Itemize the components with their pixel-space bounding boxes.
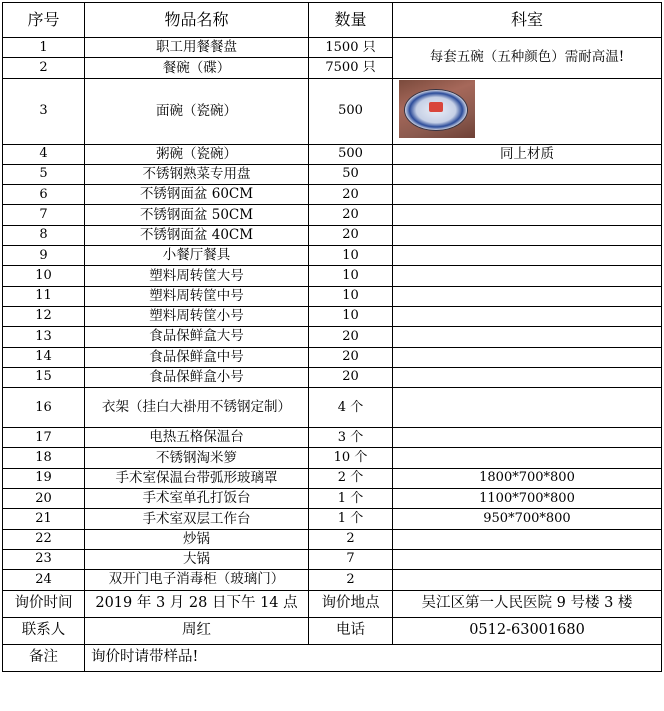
row-index: 16 xyxy=(3,388,85,428)
row-index: 15 xyxy=(3,367,85,387)
header-qty: 数量 xyxy=(309,3,393,38)
row-qty: 20 xyxy=(309,185,393,205)
row-dept xyxy=(393,388,662,428)
row-item: 手术室双层工作台 xyxy=(85,509,309,529)
row-qty: 10 个 xyxy=(309,448,393,468)
row-qty: 2 xyxy=(309,570,393,590)
row-item: 大锅 xyxy=(85,549,309,569)
row-dept xyxy=(393,367,662,387)
row-qty: 20 xyxy=(309,327,393,347)
inquiry-place-label: 询价地点 xyxy=(309,590,393,617)
table-row xyxy=(3,529,662,549)
row-item: 小餐厅餐具 xyxy=(85,246,309,266)
row-dept xyxy=(393,448,662,468)
row-item: 职工用餐餐盘 xyxy=(85,38,309,58)
row-item: 不锈钢淘米箩 xyxy=(85,448,309,468)
phone-value: 0512-63001680 xyxy=(393,617,662,644)
row-index: 11 xyxy=(3,286,85,306)
row-index: 5 xyxy=(3,164,85,184)
row-index: 7 xyxy=(3,205,85,225)
row-dept xyxy=(393,225,662,245)
row-index: 9 xyxy=(3,246,85,266)
row-item: 手术室单孔打饭台 xyxy=(85,489,309,509)
table-row xyxy=(3,388,662,428)
row-dept xyxy=(393,286,662,306)
row-item: 电热五格保温台 xyxy=(85,428,309,448)
row-item: 餐碗（碟） xyxy=(85,58,309,78)
row-item: 不锈钢面盆 40CM xyxy=(85,225,309,245)
table-row xyxy=(3,549,662,569)
table-row xyxy=(3,327,662,347)
table-row xyxy=(3,225,662,245)
row-qty: 20 xyxy=(309,367,393,387)
row-qty: 2 个 xyxy=(309,468,393,488)
table-row xyxy=(3,347,662,367)
footer-contact-row xyxy=(3,617,662,644)
table-row xyxy=(3,266,662,286)
row-item: 面碗（瓷碗） xyxy=(85,78,309,144)
footer-remark-row xyxy=(3,644,662,671)
row-item: 食品保鲜盒中号 xyxy=(85,347,309,367)
inquiry-table xyxy=(2,2,662,672)
row-qty: 1 个 xyxy=(309,489,393,509)
row-dept xyxy=(393,185,662,205)
table-row xyxy=(3,468,662,488)
table-row xyxy=(3,509,662,529)
contact-label: 联系人 xyxy=(3,617,85,644)
row-qty: 4 个 xyxy=(309,388,393,428)
row-dept xyxy=(393,428,662,448)
inquiry-place-value: 吴江区第一人民医院 9 号楼 3 楼 xyxy=(393,590,662,617)
row-dept-photo xyxy=(393,78,662,144)
row-dept xyxy=(393,347,662,367)
bowl-photo xyxy=(399,80,475,138)
row-dept xyxy=(393,205,662,225)
table-row xyxy=(3,205,662,225)
row-qty: 7 xyxy=(309,549,393,569)
table-row xyxy=(3,448,662,468)
row-dept xyxy=(393,570,662,590)
row-dept: 950*700*800 xyxy=(393,509,662,529)
header-item: 物品名称 xyxy=(85,3,309,38)
table-row xyxy=(3,144,662,164)
row-item: 不锈钢面盆 60CM xyxy=(85,185,309,205)
row-item: 塑料周转筐大号 xyxy=(85,266,309,286)
row-dept: 1800*700*800 xyxy=(393,468,662,488)
row-item: 炒锅 xyxy=(85,529,309,549)
table-row xyxy=(3,164,662,184)
row-dept-note: 每套五碗（五种颜色）需耐高温! xyxy=(393,38,662,79)
row-index: 12 xyxy=(3,306,85,326)
row-dept: 同上材质 xyxy=(393,144,662,164)
row-item: 不锈钢熟菜专用盘 xyxy=(85,164,309,184)
row-qty: 3 个 xyxy=(309,428,393,448)
inquiry-time-value: 2019 年 3 月 28 日下午 14 点 xyxy=(85,590,309,617)
row-item: 手术室保温台带弧形玻璃罩 xyxy=(85,468,309,488)
row-dept xyxy=(393,327,662,347)
table-row xyxy=(3,489,662,509)
row-index: 21 xyxy=(3,509,85,529)
row-qty: 20 xyxy=(309,225,393,245)
contact-value: 周红 xyxy=(85,617,309,644)
row-index: 24 xyxy=(3,570,85,590)
row-item: 塑料周转筐小号 xyxy=(85,306,309,326)
row-index: 17 xyxy=(3,428,85,448)
row-index: 14 xyxy=(3,347,85,367)
row-item: 塑料周转筐中号 xyxy=(85,286,309,306)
row-qty: 7500 只 xyxy=(309,58,393,78)
remark-label: 备注 xyxy=(3,644,85,671)
table-row xyxy=(3,306,662,326)
row-index: 13 xyxy=(3,327,85,347)
row-dept xyxy=(393,306,662,326)
row-index: 19 xyxy=(3,468,85,488)
table-row xyxy=(3,246,662,266)
food-shape xyxy=(429,102,443,112)
row-qty: 20 xyxy=(309,347,393,367)
table-row xyxy=(3,286,662,306)
row-item: 食品保鲜盒小号 xyxy=(85,367,309,387)
row-qty: 10 xyxy=(309,306,393,326)
header-dept: 科室 xyxy=(393,3,662,38)
inquiry-time-label: 询价时间 xyxy=(3,590,85,617)
row-qty: 500 xyxy=(309,144,393,164)
row-dept xyxy=(393,549,662,569)
row-index: 6 xyxy=(3,185,85,205)
row-qty: 10 xyxy=(309,286,393,306)
row-qty: 20 xyxy=(309,205,393,225)
row-item: 双开门电子消毒柜（玻璃门） xyxy=(85,570,309,590)
row-qty: 500 xyxy=(309,78,393,144)
row-index: 4 xyxy=(3,144,85,164)
row-index: 10 xyxy=(3,266,85,286)
header-index: 序号 xyxy=(3,3,85,38)
row-index: 22 xyxy=(3,529,85,549)
row-index: 1 xyxy=(3,38,85,58)
footer-inquiry-row xyxy=(3,590,662,617)
row-item: 不锈钢面盆 50CM xyxy=(85,205,309,225)
row-qty: 1 个 xyxy=(309,509,393,529)
row-dept xyxy=(393,164,662,184)
row-dept: 1100*700*800 xyxy=(393,489,662,509)
row-dept xyxy=(393,266,662,286)
row-item: 衣架（挂白大褂用不锈钢定制） xyxy=(85,388,309,428)
row-index: 18 xyxy=(3,448,85,468)
row-qty: 2 xyxy=(309,529,393,549)
row-item: 食品保鲜盒大号 xyxy=(85,327,309,347)
remark-value: 询价时请带样品! xyxy=(85,644,662,671)
table-row xyxy=(3,570,662,590)
table-row xyxy=(3,428,662,448)
table-row xyxy=(3,38,662,58)
table-row xyxy=(3,367,662,387)
row-qty: 10 xyxy=(309,266,393,286)
row-index: 8 xyxy=(3,225,85,245)
row-qty: 10 xyxy=(309,246,393,266)
row-qty: 50 xyxy=(309,164,393,184)
row-index: 3 xyxy=(3,78,85,144)
row-index: 2 xyxy=(3,58,85,78)
table-row xyxy=(3,185,662,205)
row-dept xyxy=(393,246,662,266)
row-item: 粥碗（瓷碗） xyxy=(85,144,309,164)
row-dept xyxy=(393,529,662,549)
header-row xyxy=(3,3,662,38)
row-qty: 1500 只 xyxy=(309,38,393,58)
row-index: 20 xyxy=(3,489,85,509)
table-row xyxy=(3,78,662,144)
phone-label: 电话 xyxy=(309,617,393,644)
row-index: 23 xyxy=(3,549,85,569)
